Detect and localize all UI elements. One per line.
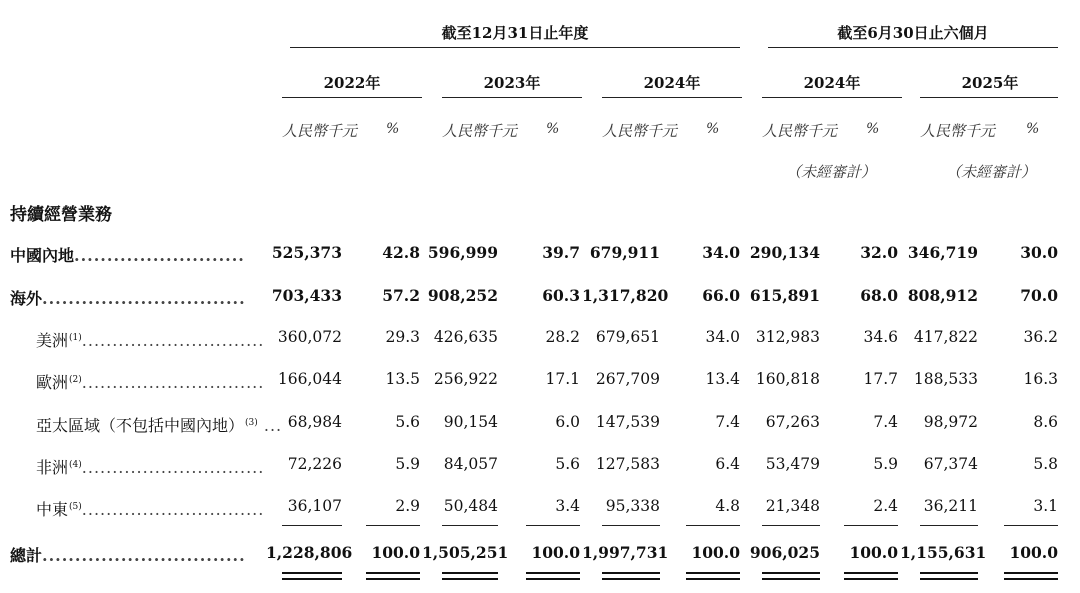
- subtotal-rule: [686, 525, 740, 526]
- table-row: [0, 243, 1080, 267]
- total-2024-pct: 100.0: [691, 543, 740, 562]
- subtotal-rule: [366, 525, 420, 526]
- row-label: 歐洲$^{(2)}$..............................: [36, 373, 265, 392]
- total-2025h1-amount: 1,155,631: [900, 543, 987, 562]
- total-2023-pct: 100.0: [531, 543, 580, 562]
- year-rule-2025-h1: [920, 97, 1058, 98]
- cell-2023-pct: 60.3: [542, 286, 580, 305]
- total-row: [0, 543, 1080, 567]
- cell-2022-pct: 42.8: [382, 243, 420, 262]
- cell-2024-pct: 6.4: [715, 455, 740, 473]
- total-double-rule: [282, 572, 342, 580]
- cell-2025h1-pct: 70.0: [1020, 286, 1058, 305]
- cell-2023-pct: 39.7: [542, 243, 580, 262]
- cell-2024-pct: 7.4: [715, 413, 740, 431]
- cell-2023-pct: 28.2: [545, 328, 580, 346]
- year-header-2024: 2024年: [643, 74, 701, 92]
- cell-2024h1-amount: 53,479: [765, 455, 820, 473]
- cell-2024-amount: 95,338: [605, 497, 660, 515]
- cell-2023-amount: 90,154: [443, 413, 498, 431]
- total-2025h1-pct: 100.0: [1009, 543, 1058, 562]
- cell-2022-amount: 36,107: [287, 497, 342, 515]
- cell-2022-pct: 5.9: [395, 455, 420, 473]
- total-2024h1-pct: 100.0: [849, 543, 898, 562]
- year-rule-2023: [442, 97, 582, 98]
- cell-2024-pct: 34.0: [702, 243, 740, 262]
- cell-2023-pct: 3.4: [555, 497, 580, 515]
- cell-2022-amount: 703,433: [271, 286, 342, 305]
- table-row: [0, 370, 1080, 394]
- cell-2025h1-pct: 36.2: [1023, 328, 1058, 346]
- cell-2025h1-amount: 808,912: [907, 286, 978, 305]
- subtotal-rule: [762, 525, 820, 526]
- total-double-rule: [686, 572, 740, 580]
- year-rule-2022: [282, 97, 422, 98]
- cell-2022-amount: 525,373: [271, 243, 342, 262]
- cell-2025h1-amount: 417,822: [913, 328, 978, 346]
- cell-2025h1-pct: 5.8: [1033, 455, 1058, 473]
- group-rule-six-months: [768, 47, 1058, 48]
- cell-2022-amount: 360,072: [277, 328, 342, 346]
- total-double-rule: [442, 572, 498, 580]
- unit-label-2023: 人民幣千元: [442, 122, 518, 140]
- cell-2024h1-pct: 68.0: [860, 286, 898, 305]
- cell-2024-amount: 679,651: [595, 328, 660, 346]
- cell-2022-pct: 5.6: [395, 413, 420, 431]
- cell-2022-amount: 68,984: [287, 413, 342, 431]
- pct-label-2024: %: [706, 121, 720, 137]
- year-header-2025-h1: 2025年: [961, 74, 1019, 92]
- cell-2023-pct: 6.0: [555, 413, 580, 431]
- total-2022-pct: 100.0: [371, 543, 420, 562]
- subtotal-rule: [920, 525, 978, 526]
- cell-2023-amount: 596,999: [427, 243, 498, 262]
- pct-label-2025-h1: %: [1026, 121, 1040, 137]
- table-row: [0, 455, 1080, 479]
- pct-label-2022: %: [386, 121, 400, 137]
- unit-label-2024-h1: 人民幣千元: [762, 122, 838, 140]
- row-label: 非洲$^{(4)}$..............................: [36, 458, 265, 477]
- subtotal-rule: [442, 525, 498, 526]
- unit-label-2022: 人民幣千元: [282, 122, 358, 140]
- cell-2023-amount: 426,635: [433, 328, 498, 346]
- cell-2024h1-pct: 7.4: [873, 413, 898, 431]
- cell-2024h1-pct: 5.9: [873, 455, 898, 473]
- row-label: 海外...............................: [10, 289, 246, 308]
- total-double-rule: [602, 572, 660, 580]
- table-row: [0, 328, 1080, 352]
- cell-2022-pct: 13.5: [385, 370, 420, 388]
- cell-2025h1-pct: 3.1: [1033, 497, 1058, 515]
- year-header-2022: 2022年: [323, 74, 381, 92]
- cell-2023-pct: 17.1: [545, 370, 580, 388]
- total-label: 總計...............................: [10, 546, 246, 565]
- subtotal-rule: [282, 525, 342, 526]
- cell-2023-amount: 84,057: [443, 455, 498, 473]
- cell-2025h1-pct: 16.3: [1023, 370, 1058, 388]
- total-double-rule: [844, 572, 898, 580]
- cell-2024h1-amount: 160,818: [755, 370, 820, 388]
- cell-2025h1-pct: 8.6: [1033, 413, 1058, 431]
- cell-2023-amount: 908,252: [427, 286, 498, 305]
- cell-2024h1-amount: 290,134: [749, 243, 820, 262]
- cell-2024h1-amount: 21,348: [765, 497, 820, 515]
- total-2023-amount: 1,505,251: [422, 543, 509, 562]
- cell-2024-amount: 147,539: [595, 413, 660, 431]
- cell-2025h1-amount: 36,211: [923, 497, 978, 515]
- total-double-rule: [1004, 572, 1058, 580]
- total-double-rule: [526, 572, 580, 580]
- cell-2022-amount: 166,044: [277, 370, 342, 388]
- cell-2024-pct: 4.8: [715, 497, 740, 515]
- cell-2024h1-pct: 34.6: [863, 328, 898, 346]
- row-label: 美洲$^{(1)}$..............................: [36, 331, 265, 350]
- unaudited-label-2025: （未經審計）: [946, 163, 1037, 181]
- cell-2025h1-amount: 98,972: [923, 413, 978, 431]
- group-header-year-end: 截至12月31日止年度: [441, 24, 589, 42]
- row-label: 中國內地..........................: [10, 246, 245, 265]
- cell-2024h1-pct: 2.4: [873, 497, 898, 515]
- unaudited-label-2024: （未經審計）: [786, 163, 877, 181]
- year-header-2023: 2023年: [483, 74, 541, 92]
- cell-2024h1-amount: 67,263: [765, 413, 820, 431]
- cell-2024-pct: 34.0: [705, 328, 740, 346]
- cell-2024h1-amount: 312,983: [755, 328, 820, 346]
- cell-2024-amount: 267,709: [595, 370, 660, 388]
- cell-2025h1-amount: 67,374: [923, 455, 978, 473]
- cell-2022-pct: 57.2: [382, 286, 420, 305]
- group-rule-year-end: [290, 47, 740, 48]
- total-double-rule: [762, 572, 820, 580]
- subtotal-rule: [526, 525, 580, 526]
- cell-2022-pct: 2.9: [395, 497, 420, 515]
- cell-2024-pct: 66.0: [702, 286, 740, 305]
- cell-2024-amount: 127,583: [595, 455, 660, 473]
- unit-label-2025-h1: 人民幣千元: [920, 122, 996, 140]
- cell-2024h1-amount: 615,891: [749, 286, 820, 305]
- total-double-rule: [366, 572, 420, 580]
- subtotal-rule: [844, 525, 898, 526]
- pct-label-2024-h1: %: [866, 121, 880, 137]
- cell-2023-amount: 50,484: [443, 497, 498, 515]
- year-rule-2024-h1: [762, 97, 902, 98]
- pct-label-2023: %: [546, 121, 560, 137]
- cell-2022-amount: 72,226: [287, 455, 342, 473]
- cell-2024-amount: 1,317,820: [582, 286, 669, 305]
- year-header-2024-h1: 2024年: [803, 74, 861, 92]
- cell-2023-amount: 256,922: [433, 370, 498, 388]
- cell-2025h1-pct: 30.0: [1020, 243, 1058, 262]
- total-2024h1-amount: 906,025: [749, 543, 820, 562]
- total-2024-amount: 1,997,731: [582, 543, 669, 562]
- group-header-six-months: 截至6月30日止六個月: [837, 24, 989, 42]
- cell-2023-pct: 5.6: [555, 455, 580, 473]
- table-row: [0, 497, 1080, 521]
- table-row: [0, 413, 1080, 437]
- unit-label-2024: 人民幣千元: [602, 122, 678, 140]
- year-rule-2024: [602, 97, 742, 98]
- table-row: [0, 286, 1080, 310]
- section-title: 持續經營業務: [10, 205, 112, 225]
- subtotal-rule: [602, 525, 660, 526]
- cell-2024h1-pct: 32.0: [860, 243, 898, 262]
- cell-2025h1-amount: 188,533: [913, 370, 978, 388]
- cell-2025h1-amount: 346,719: [907, 243, 978, 262]
- total-2022-amount: 1,228,806: [266, 543, 353, 562]
- subtotal-rule: [1004, 525, 1058, 526]
- cell-2024-amount: 679,911: [589, 243, 660, 262]
- cell-2024-pct: 13.4: [705, 370, 740, 388]
- cell-2022-pct: 29.3: [385, 328, 420, 346]
- row-label: 亞太區域（不包括中國內地）$^{(3)}$ ...: [36, 416, 283, 435]
- total-double-rule: [920, 572, 978, 580]
- cell-2024h1-pct: 17.7: [863, 370, 898, 388]
- row-label: 中東$^{(5)}$..............................: [36, 500, 265, 519]
